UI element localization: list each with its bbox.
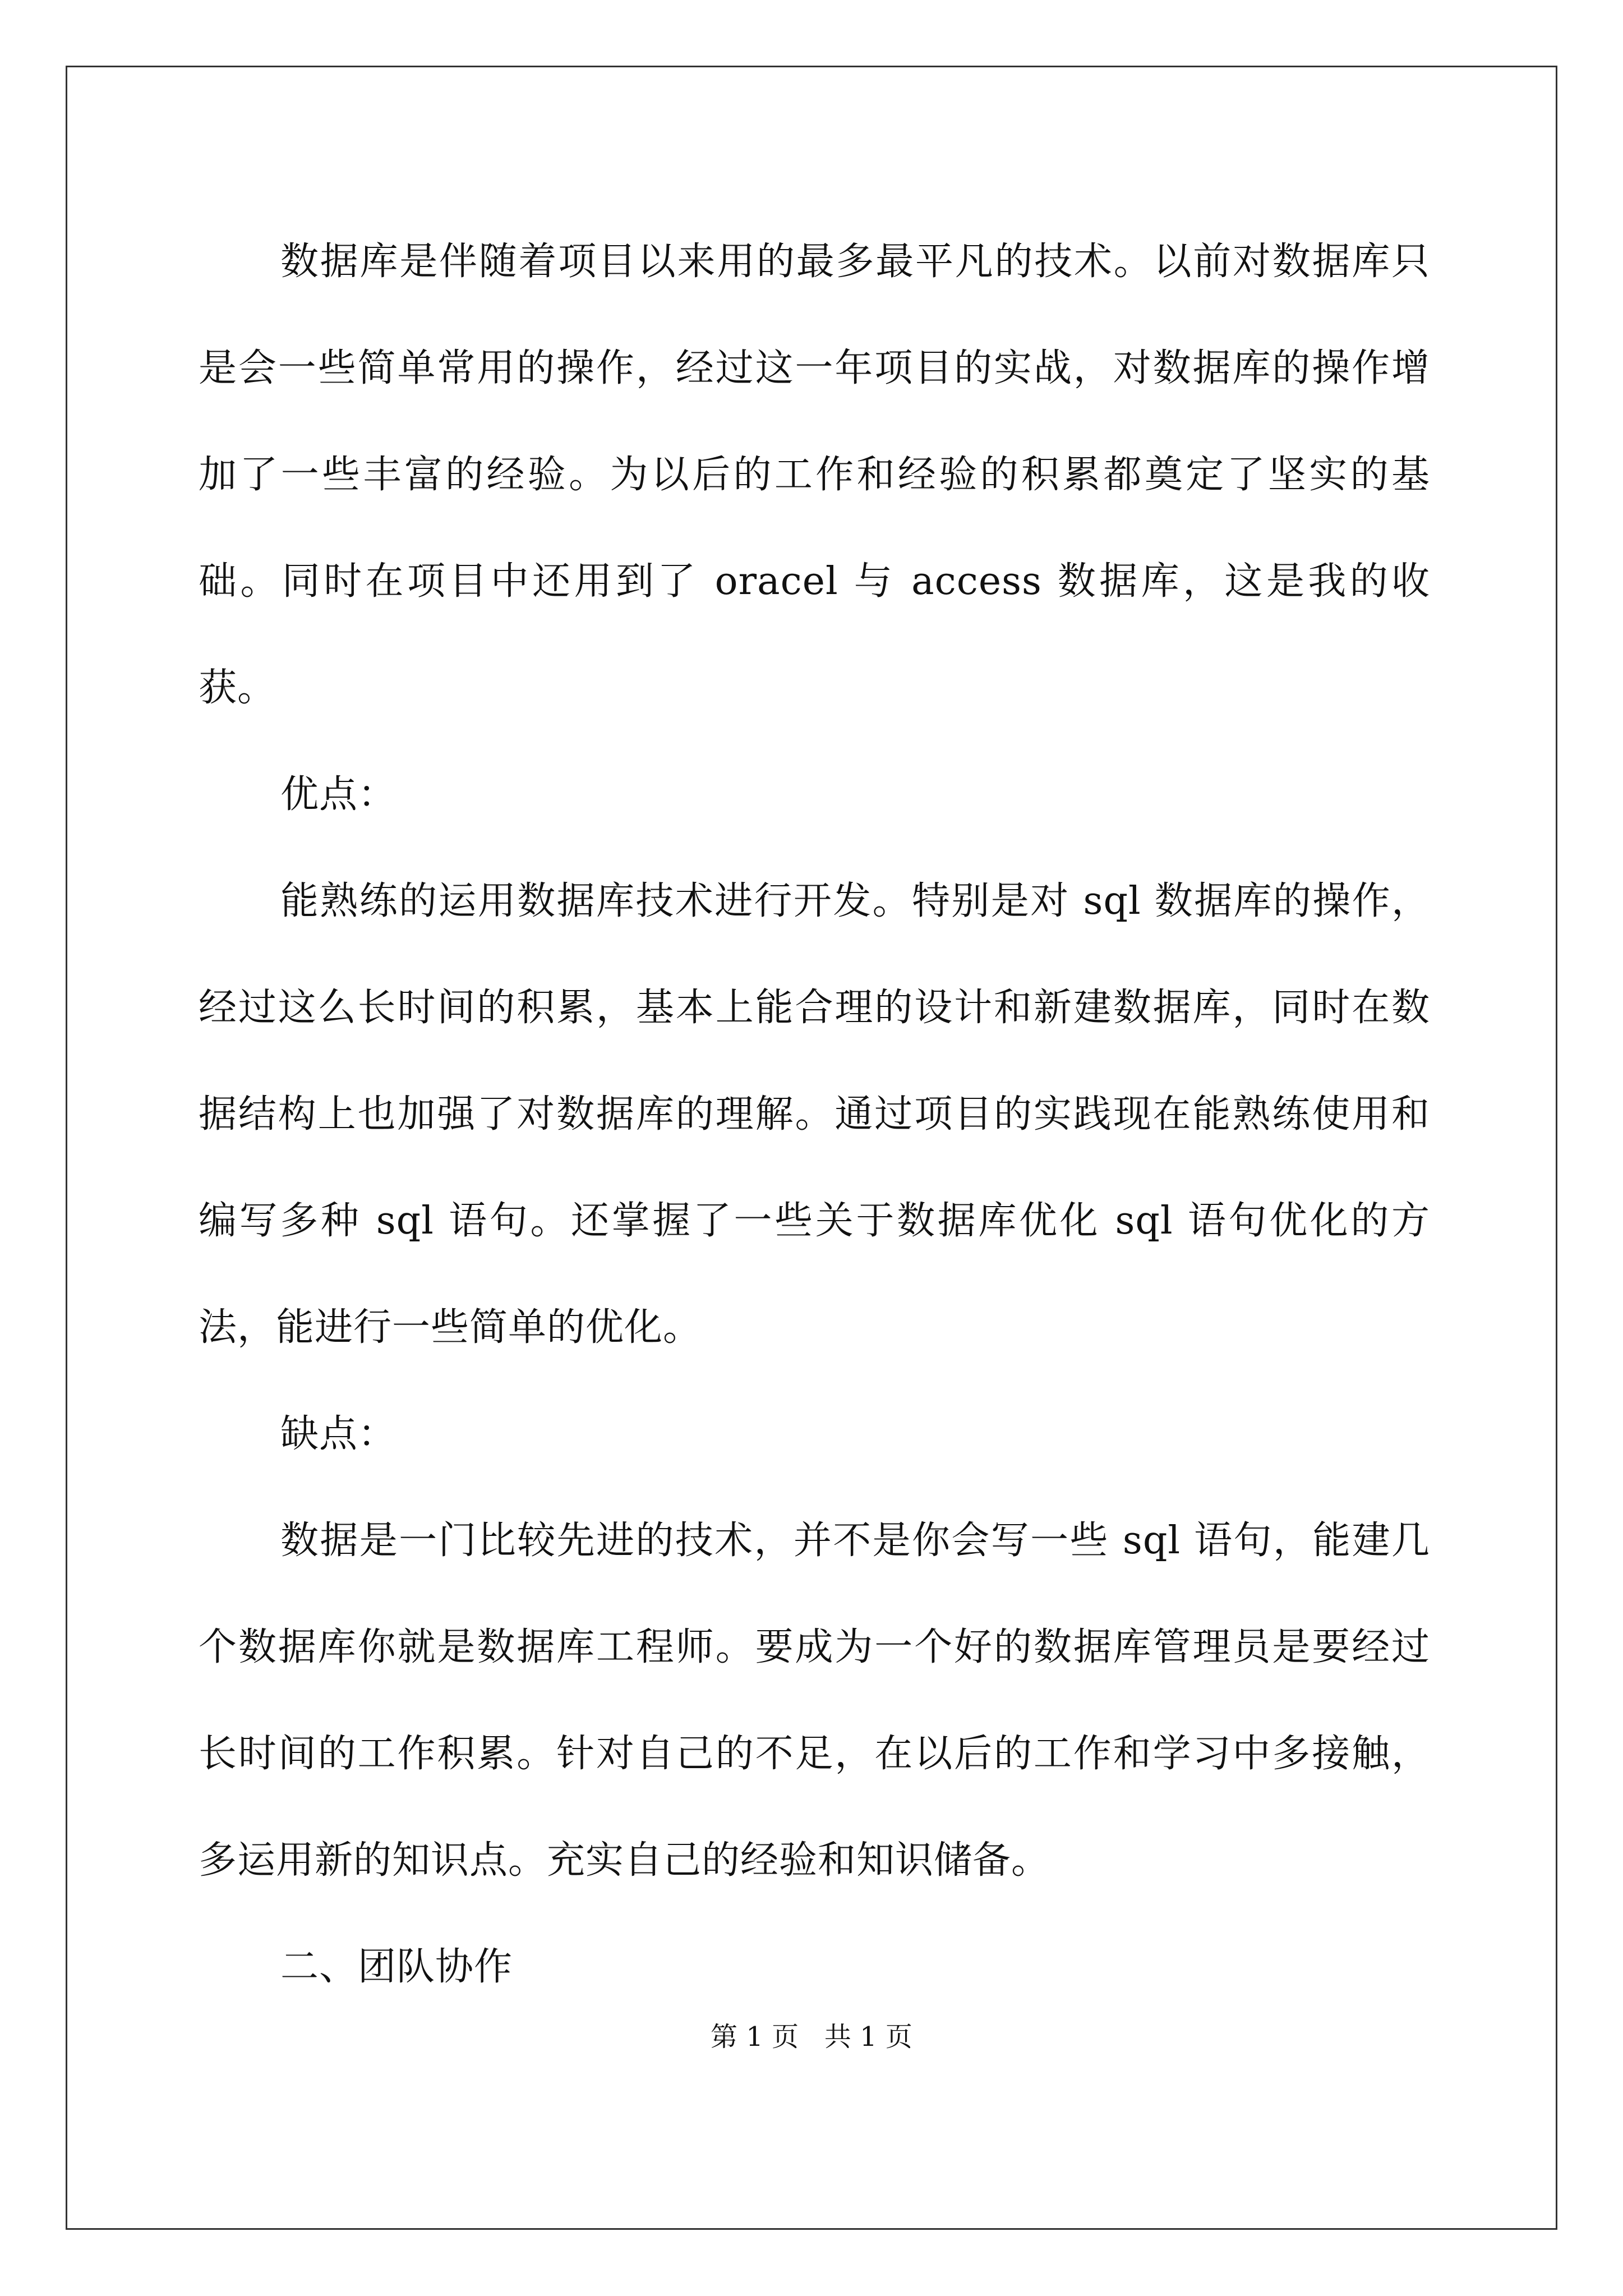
heading-advantages: 优点：	[280, 772, 397, 817]
paragraph-advantages: 能熟练的运用数据库技术进行开发。特别是对 sql 数据库的操作，经过这么长时间的积累，基本上能合理的设计和新建数据库，同时在数据结构上也加强了对数据库的理解。通过项目的实践现在能熟练使用和编写多种 sql 语句。还掌握了一些关于数据库优化 sql 语句优化的方法，能进行一些简单的优化。	[199, 879, 1430, 1350]
paragraph-disadvantages: 数据是一门比较先进的技术，并不是你会写一些 sql 语句，能建几个数据库你就是数据库工程师。要成为一个好的数据库管理员是要经过长时间的工作积累。针对自己的不足，在以后的工作和学习中多接触，多运用新的知识点。充实自己的经验和知识储备。	[199, 1519, 1430, 1883]
section-heading-teamwork: 二、团队协作	[280, 1945, 513, 1989]
paragraph-database-intro: 数据库是伴随着项目以来用的最多最平凡的技术。以前对数据库只是会一些简单常用的操作，经过这一年项目的实战，对数据库的操作增加了一些丰富的经验。为以后的工作和经验的积累都奠定了坚实的基础。同时在项目中还用到了 oracel 与 access 数据库，这是我的收获。	[199, 240, 1430, 710]
heading-disadvantages: 缺点：	[280, 1412, 397, 1456]
document-body	[199, 209, 1430, 2021]
page-footer: 第 1 页 共 1 页	[711, 2021, 912, 2053]
